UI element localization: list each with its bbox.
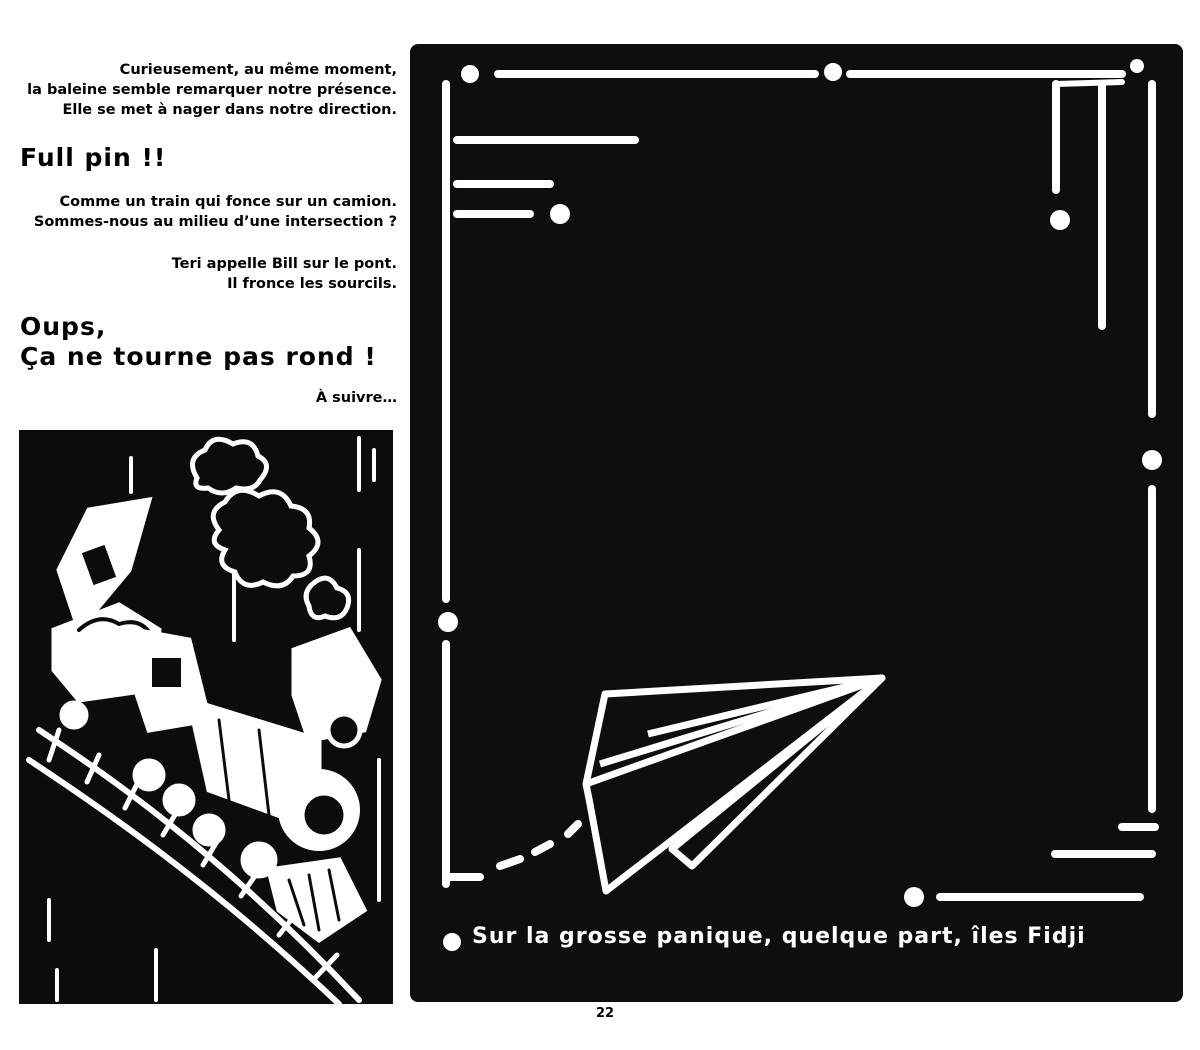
train-illustration-panel	[19, 430, 393, 1004]
shout-oups	[20, 312, 420, 372]
text-line: Curieusement, au même moment,	[119, 62, 397, 78]
text-line: Comme un train qui fonce sur un camion.	[59, 194, 397, 210]
chalkboard-panel	[410, 44, 1183, 1002]
text-line: la baleine semble remarquer notre présence.	[27, 82, 397, 98]
text-line: Elle se met à nager dans notre direction.	[62, 102, 397, 118]
paragraph-teri	[20, 254, 397, 294]
paragraph-whale	[20, 60, 397, 120]
page-number: 22	[595, 1006, 615, 1021]
paragraph-train	[20, 192, 397, 232]
shout-line: Oups,	[20, 312, 107, 341]
shout-full-pin: Full pin !!	[20, 143, 167, 172]
text-line: Teri appelle Bill sur le pont.	[171, 256, 397, 272]
text-line: Sommes-nous au milieu d’une intersection ?	[33, 214, 397, 230]
paper-airplane-icon	[586, 678, 882, 891]
chalk-frame	[410, 44, 1183, 1002]
text-line: Il fronce les sourcils.	[227, 276, 397, 292]
steam-train-icon	[19, 430, 393, 1004]
to-be-continued: À suivre…	[315, 390, 397, 406]
panel-caption: Sur la grosse panique, quelque part, îles Fidji	[472, 924, 1086, 949]
shout-line: Ça ne tourne pas rond !	[20, 342, 377, 371]
